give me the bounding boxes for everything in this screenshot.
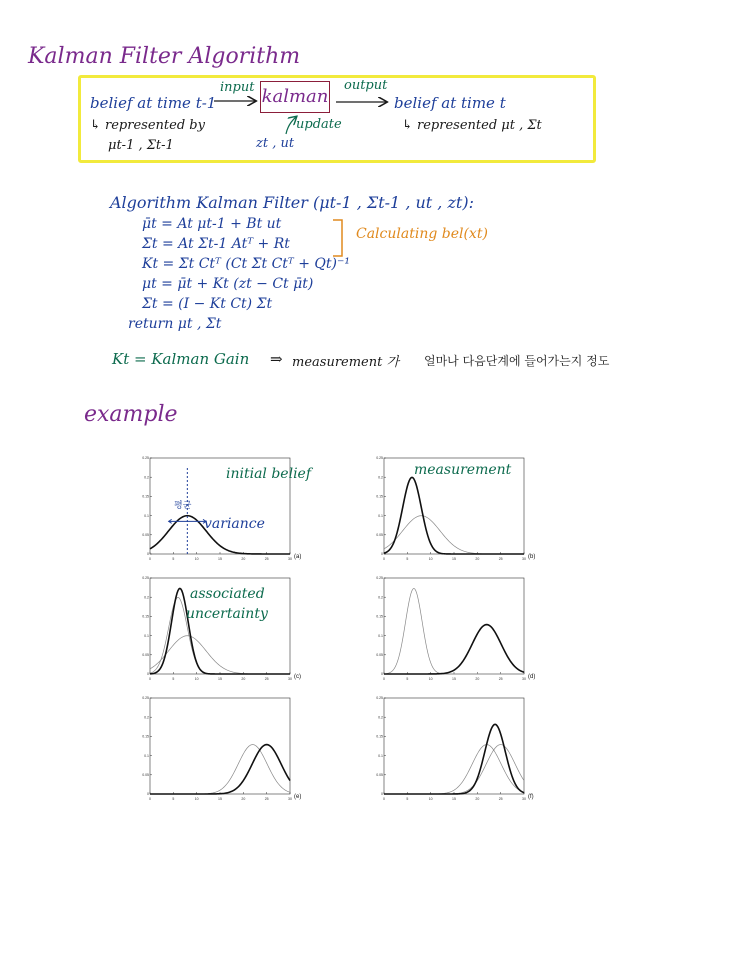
x-tick-label: 20: [475, 677, 480, 681]
y-tick-label: 0.05: [142, 773, 149, 777]
x-tick-label: 30: [522, 677, 526, 681]
algorithm-header: Algorithm Kalman Filter (μt-1 , Σt-1 , ut , zt):: [110, 193, 474, 212]
x-tick-label: 20: [475, 797, 480, 801]
x-tick-label: 30: [522, 797, 526, 801]
panel-label: (f): [528, 794, 534, 800]
flow-arrows: [0, 0, 742, 170]
y-tick-label: 0: [147, 552, 149, 557]
y-tick-label: 0: [381, 792, 383, 797]
update-arrow: [286, 117, 296, 134]
bracket: [330, 218, 350, 258]
x-tick-label: 25: [264, 557, 269, 561]
note-mean: 평균: [174, 501, 192, 511]
x-tick-label: 5: [172, 797, 175, 801]
x-tick-label: 0: [149, 677, 151, 681]
note-associated: associated: [190, 586, 265, 602]
x-tick-label: 5: [172, 677, 175, 681]
y-tick-label: 0.1: [378, 633, 383, 638]
x-tick-label: 0: [383, 797, 385, 801]
x-tick-label: 20: [475, 557, 480, 561]
x-tick-label: 0: [149, 557, 151, 561]
x-tick-label: 30: [288, 797, 292, 801]
x-tick-label: 15: [452, 677, 456, 681]
y-tick-label: 0.1: [378, 753, 383, 758]
y-tick-label: 0.25: [376, 696, 383, 701]
kalman-box-label: kalman: [261, 86, 329, 107]
note-variance: variance: [204, 516, 265, 532]
algo-line-5: Σt = (I − Kt Ct) Σ̄t: [142, 296, 273, 312]
x-tick-label: 5: [406, 797, 409, 801]
x-tick-label: 0: [149, 797, 151, 801]
y-tick-label: 0.2: [378, 595, 383, 600]
y-tick-label: 0.2: [378, 475, 383, 480]
chart-panel-d: [374, 572, 544, 692]
output-label: output: [344, 78, 388, 93]
x-tick-label: 10: [194, 797, 199, 801]
represented-current-label: ↳ represented μt , Σt: [402, 118, 542, 133]
x-tick-label: 30: [288, 677, 292, 681]
y-tick-label: 0.25: [142, 456, 149, 461]
y-tick-label: 0.05: [376, 653, 383, 657]
y-tick-label: 0.15: [376, 614, 383, 619]
x-tick-label: 15: [218, 557, 222, 561]
y-tick-label: 0.25: [376, 456, 383, 461]
y-tick-label: 0.05: [142, 533, 149, 537]
plot-frame: [384, 698, 524, 794]
algo-line-1: μ̄t = At μt-1 + Bt ut: [142, 216, 282, 232]
note-initial-belief: initial belief: [226, 466, 312, 482]
update-label: update: [296, 117, 342, 132]
x-tick-label: 15: [218, 677, 222, 681]
x-tick-label: 15: [452, 557, 456, 561]
y-tick-label: 0.15: [376, 494, 383, 499]
y-tick-label: 0.15: [142, 734, 149, 739]
x-tick-label: 25: [498, 797, 503, 801]
x-tick-label: 5: [406, 557, 409, 561]
represented-by-label: ↳ represented by: [90, 118, 205, 133]
algo-line-4: μt = μ̄t + Kt (zt − Ct μ̄t): [142, 276, 314, 292]
y-tick-label: 0.2: [144, 595, 149, 600]
algo-line-6: return μt , Σt: [128, 316, 222, 332]
belief-prev-label: belief at time t-1: [90, 94, 217, 112]
x-tick-label: 10: [428, 677, 433, 681]
panel-label: (a): [294, 554, 302, 560]
x-tick-label: 15: [218, 797, 222, 801]
y-tick-label: 0: [381, 552, 383, 557]
y-tick-label: 0: [147, 792, 149, 797]
x-tick-label: 0: [383, 557, 385, 561]
panel-label: (b): [528, 554, 536, 560]
y-tick-label: 0.05: [142, 653, 149, 657]
gain-note-left: Kt = Kalman Gain: [112, 350, 250, 368]
y-tick-label: 0: [147, 672, 149, 677]
page-title: Kalman Filter Algorithm: [28, 44, 301, 69]
x-tick-label: 10: [194, 557, 199, 561]
y-tick-label: 0.25: [142, 576, 149, 581]
panel-label: (c): [294, 674, 301, 680]
x-tick-label: 25: [264, 797, 269, 801]
y-tick-label: 0.2: [378, 715, 383, 720]
x-tick-label: 20: [241, 797, 246, 801]
y-tick-label: 0.2: [144, 475, 149, 480]
y-tick-label: 0.15: [376, 734, 383, 739]
y-tick-label: 0.1: [144, 633, 149, 638]
note-uncertainty: uncertainty: [186, 606, 268, 622]
x-tick-label: 5: [406, 677, 409, 681]
x-tick-label: 0: [383, 677, 385, 681]
x-tick-label: 25: [498, 557, 503, 561]
x-tick-label: 10: [428, 557, 433, 561]
x-tick-label: 25: [498, 677, 503, 681]
y-tick-label: 0.05: [376, 533, 383, 537]
y-tick-label: 0.05: [376, 773, 383, 777]
x-tick-label: 20: [241, 557, 246, 561]
bracket-note: Calculating bel(xt): [356, 226, 488, 242]
y-tick-label: 0.1: [144, 513, 149, 518]
y-tick-label: 0.1: [378, 513, 383, 518]
note-measurement: measurement: [414, 462, 512, 478]
panel-label: (e): [294, 794, 302, 800]
y-tick-label: 0.25: [142, 696, 149, 701]
y-tick-label: 0.1: [144, 753, 149, 758]
algo-line-3: Kt = Σ̄t Ctᵀ (Ct Σ̄t Ctᵀ + Qt)⁻¹: [142, 256, 350, 272]
algo-line-2: Σ̄t = At Σt-1 Atᵀ + Rt: [142, 236, 290, 252]
gain-note-arrow: ⇒: [270, 350, 283, 368]
x-tick-label: 5: [172, 557, 175, 561]
input-label: input: [220, 80, 255, 95]
update-inputs-label: zt , ut: [256, 136, 295, 151]
x-tick-label: 25: [264, 677, 269, 681]
chart-panel-f: [374, 692, 544, 812]
gain-note-middle: measurement 가: [292, 355, 400, 370]
y-tick-label: 0.2: [144, 715, 149, 720]
x-tick-label: 10: [428, 797, 433, 801]
y-tick-label: 0.15: [142, 494, 149, 499]
x-tick-label: 20: [241, 677, 246, 681]
panel-label: (d): [528, 674, 536, 680]
y-tick-label: 0.15: [142, 614, 149, 619]
x-tick-label: 30: [288, 557, 292, 561]
gain-note-right: 얼마나 다음단계에 들어가는지 정도: [424, 354, 610, 368]
x-tick-label: 10: [194, 677, 199, 681]
y-tick-label: 0: [381, 672, 383, 677]
belief-current-label: belief at time t: [394, 94, 506, 112]
x-tick-label: 15: [452, 797, 456, 801]
x-tick-label: 30: [522, 557, 526, 561]
y-tick-label: 0.25: [376, 576, 383, 581]
prev-params-label: μt-1 , Σt-1: [108, 138, 174, 153]
chart-panel-e: [140, 692, 310, 812]
example-label: example: [84, 402, 178, 427]
